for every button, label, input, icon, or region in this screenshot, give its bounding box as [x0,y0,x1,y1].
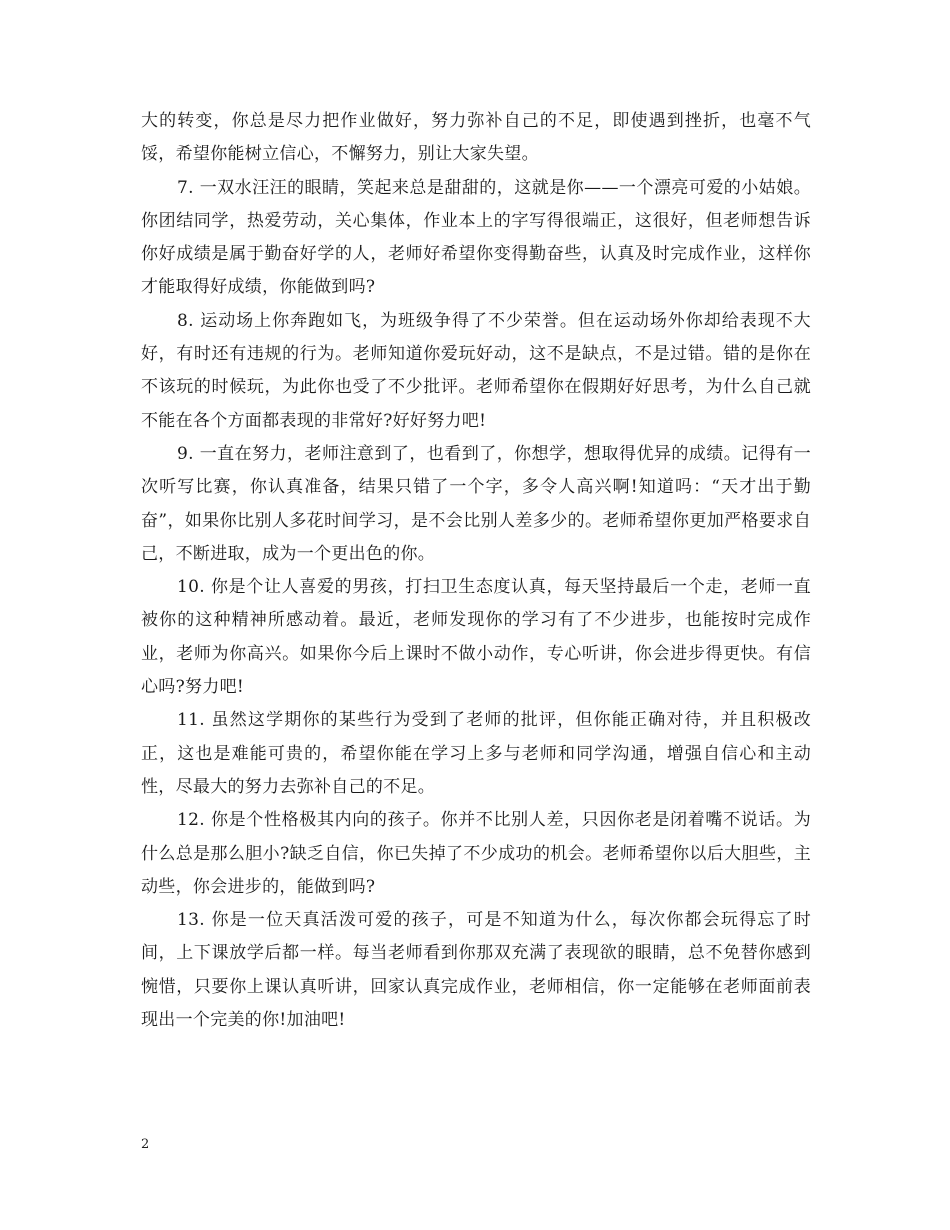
paragraph-comment-13: 13. 你是一位天真活泼可爱的孩子，可是不知道为什么，每次你都会玩得忘了时间，上下课放学后都一样。每当老师看到你那双充满了表现欲的眼睛，总不免替你感到惋惜，只要你上课认真听讲，回家认真完成作业，老师相信，你一定能够在老师面前表现出一个完美的你!加油吧! [141,910,811,1031]
paragraph-comment-9: 9. 一直在努力，老师注意到了，也看到了，你想学，想取得优异的成绩。记得有一次听写比赛，你认真准备，结果只错了一个字，多令人高兴啊!知道吗：“天才出于勤奋”，如果你比别人多花时间学习，是不会比别人差多少的。老师希望你更加严格要求自己，不断进取，成为一个更出色的你。 [141,443,811,564]
page-number: 2 [141,1137,150,1152]
paragraph-comment-7: 7. 一双水汪汪的眼睛，笑起来总是甜甜的，这就是你——一个漂亮可爱的小姑娘。你团结同学，热爱劳动，关心集体，作业本上的字写得很端正，这很好，但老师想告诉你好成绩是属于勤奋好学的人，老师好希望你变得勤奋些，认真及时完成作业，这样你才能取得好成绩，你能做到吗? [141,177,811,298]
paragraph-comment-10: 10. 你是个让人喜爱的男孩，打扫卫生态度认真，每天坚持最后一个走，老师一直被你的这种精神所感动着。最近，老师发现你的学习有了不少进步，也能按时完成作业，老师为你高兴。如果你今后上课时不做小动作，专心听讲，你会进步得更快。有信心吗?努力吧! [141,577,811,698]
paragraph-comment-8: 8. 运动场上你奔跑如飞，为班级争得了不少荣誉。但在运动场外你却给表现不大好，有时还有违规的行为。老师知道你爱玩好动，这不是缺点，不是过错。错的是你在不该玩的时候玩，为此你也受了不少批评。老师希望你在假期好好思考，为什么自己就不能在各个方面都表现的非常好?好好努力吧! [141,310,811,431]
paragraph-comment-12: 12. 你是个性格极其内向的孩子。你并不比别人差，只因你老是闭着嘴不说话。为什么总是那么胆小?缺乏自信，你已失掉了不少成功的机会。老师希望你以后大胆些，主动些，你会进步的，能做到吗? [141,810,811,897]
paragraph-comment-11: 11. 虽然这学期你的某些行为受到了老师的批评，但你能正确对待，并且积极改正，这也是难能可贵的，希望你能在学习上多与老师和同学沟通，增强自信心和主动性，尽最大的努力去弥补自己的不足。 [141,710,811,797]
paragraph-continued: 大的转变，你总是尽力把作业做好，努力弥补自己的不足，即使遇到挫折，也毫不气馁，希望你能树立信心，不懈努力，别让大家失望。 [141,111,811,165]
document-body [141,105,811,1037]
